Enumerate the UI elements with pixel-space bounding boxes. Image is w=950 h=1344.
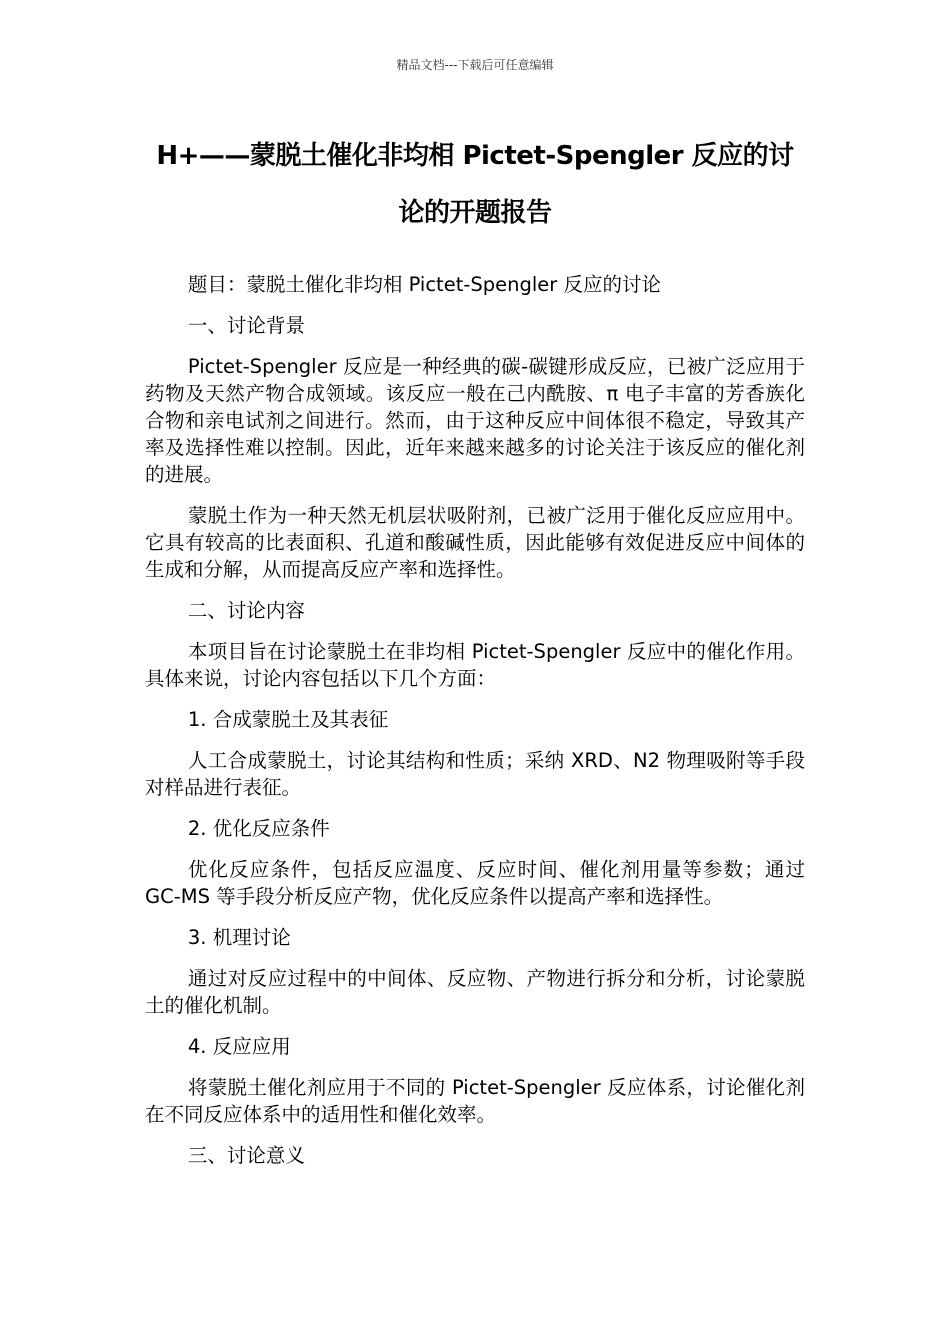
subheading-mechanism: 3. 机理讨论 bbox=[187, 926, 291, 949]
document-title: H+——蒙脱土催化非均相 Pictet-Spengler 反应的讨论的开题报告 bbox=[156, 141, 794, 228]
paragraph-background-2: 蒙脱土作为一种天然无机层状吸附剂，已被广泛用于催化反应应用中。它具有较高的比表面积、孔道和酸碱性质，因此能够有效促进反应中间体的生成和分解，从而提高反应产率和选择性。 bbox=[145, 504, 805, 581]
document-body bbox=[145, 271, 805, 1183]
paragraph-optimization: 优化反应条件，包括反应温度、反应时间、催化剂用量等参数；通过 GC-MS 等手段分析反应产物，优化反应条件以提高产率和选择性。 bbox=[145, 858, 805, 908]
paragraph-topic: 题目：蒙脱土催化非均相 Pictet-Spengler 反应的讨论 bbox=[187, 273, 662, 296]
subheading-optimization: 2. 优化反应条件 bbox=[187, 817, 330, 840]
paragraph-content-intro: 本项目旨在讨论蒙脱土在非均相 Pictet-Spengler 反应中的催化作用。具体来说，讨论内容包括以下几个方面： bbox=[145, 640, 805, 690]
subheading-application: 4. 反应应用 bbox=[187, 1035, 291, 1058]
subheading-synthesis: 1. 合成蒙脱土及其表征 bbox=[187, 708, 389, 731]
paragraph-application: 将蒙脱土催化剂应用于不同的 Pictet-Spengler 反应体系，讨论催化剂在不同反应体系中的适用性和催化效率。 bbox=[145, 1076, 805, 1126]
page-header: 精品文档---下载后可任意编辑 bbox=[396, 58, 554, 72]
section-heading-background: 一、讨论背景 bbox=[187, 314, 305, 337]
paragraph-synthesis: 人工合成蒙脱土，讨论其结构和性质；采纳 XRD、N2 物理吸附等手段对样品进行表征。 bbox=[145, 749, 805, 799]
paragraph-mechanism: 通过对反应过程中的中间体、反应物、产物进行拆分和分析，讨论蒙脱土的催化机制。 bbox=[145, 967, 805, 1017]
paragraph-background-1: Pictet-Spengler 反应是一种经典的碳-碳键形成反应，已被广泛应用于药物及天然产物合成领域。该反应一般在己内酰胺、π 电子丰富的芳香族化合物和亲电试剂之间进行。然而，由于这种反应中间体很不稳定，导致其产率及选择性难以控制。因此，近年来越来越多的讨论关注于该反应的催化剂的进展。 bbox=[145, 355, 805, 486]
section-heading-content: 二、讨论内容 bbox=[187, 599, 305, 622]
section-heading-significance: 三、讨论意义 bbox=[187, 1144, 305, 1167]
